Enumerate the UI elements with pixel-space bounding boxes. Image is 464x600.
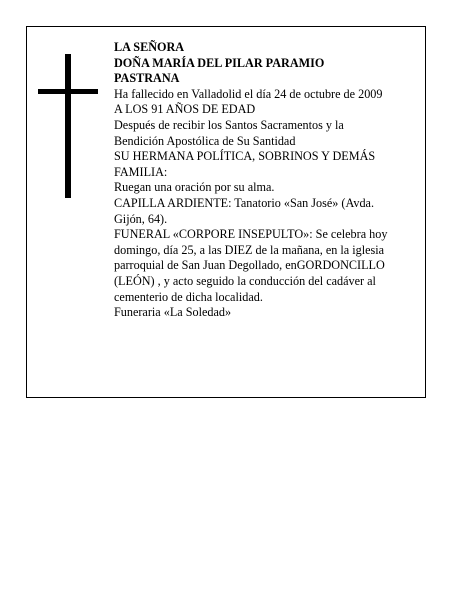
funeral-line-4: (LEÓN) , y acto seguido la conducción del cadáver al <box>114 273 376 288</box>
deceased-line: Ha fallecido en Valladolid el día 24 de octubre de 2009 <box>114 86 383 101</box>
sacraments-line-1: Después de recibir los Santos Sacramentos y la <box>114 117 344 132</box>
age-line: A LOS 91 AÑOS DE EDAD <box>114 102 256 117</box>
cross-vertical-bar <box>65 54 71 198</box>
latin-cross-icon <box>38 54 98 198</box>
chapel-line-2: Gijón, 64). <box>114 211 168 226</box>
funeral-line-5: cementerio de dicha localidad. <box>114 289 263 304</box>
family-line-1: SU HERMANA POLÍTICA, SOBRINOS Y DEMÁS <box>114 149 376 164</box>
prayer-line: Ruegan una oración por su alma. <box>114 180 275 195</box>
sacraments-line-2: Bendición Apostólica de Su Santidad <box>114 133 296 148</box>
funeral-line-3: parroquial de San Juan Degollado, enGORDONCILLO <box>114 258 385 273</box>
obituary-text <box>114 40 424 321</box>
funeral-line-2: domingo, día 25, a las DIEZ de la mañana, en la iglesia <box>114 242 385 257</box>
cross-horizontal-bar <box>38 89 98 94</box>
title-line-3: PASTRANA <box>114 71 180 86</box>
title-line-2: DOÑA MARÍA DEL PILAR PARAMIO <box>114 55 325 70</box>
funeral-home-line: Funeraria «La Soledad» <box>114 305 232 320</box>
family-line-2: FAMILIA: <box>114 164 168 179</box>
funeral-line-1: FUNERAL «CORPORE INSEPULTO»: Se celebra hoy <box>114 227 388 242</box>
chapel-line-1: CAPILLA ARDIENTE: Tanatorio «San José» (Avda. <box>114 195 375 210</box>
title-line-1: LA SEÑORA <box>114 40 185 54</box>
